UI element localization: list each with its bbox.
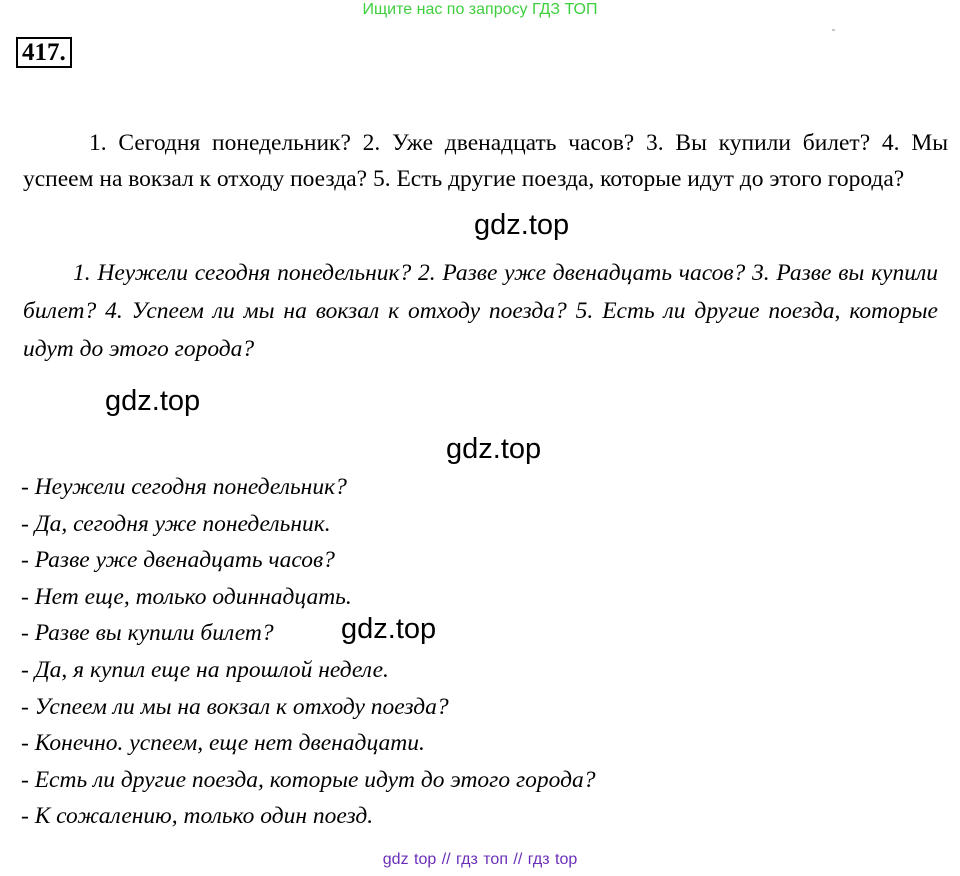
task-text: 1. Сегодня понедельник? 2. Уже двенадцать часов? 3. Вы купили билет? 4. Мы успеем на вокзал к отходу поезда? 5. Есть другие поезда, которые идут до этого города? [23,130,948,192]
task-number: 417. [16,37,72,68]
dialog-line: - Конечно. успеем, еще нет двенадцати. [21,730,425,757]
watermark: gdz.top [474,209,570,241]
watermark: gdz.top [105,385,201,417]
dialog-line: - Нет еще, только одиннадцать. [21,583,352,610]
watermark: gdz.top [446,433,542,465]
dialog-line: - Разве вы купили билет? [21,620,274,647]
site-banner: Ищите нас по запросу ГДЗ ТОП [362,1,598,18]
dialog-list [21,469,595,835]
footer-links: gdz top // гдз топ // гдз top [382,851,578,868]
dialog-line: - Да, сегодня уже понедельник. [21,510,331,537]
answer-text: 1. Неужели сегодня понедельник? 2. Разве уже двенадцать часов? 3. Разве вы купили билет? 4. Успеем ли мы на вокзал к отходу поезда? 5. Есть ли другие поезда, которые идут до этого города? [23,260,938,362]
watermark: gdz.top [341,613,437,645]
dialog-line: - Неужели сегодня понедельник? [21,474,347,500]
dialog-line: - Разве уже двенадцать часов? [21,547,335,574]
decorative-dot [832,29,835,31]
dialog-line: - Да, я купил еще на прошлой неделе. [21,656,389,683]
dialog-line: - Есть ли другие поезда, которые идут до этого города? [21,766,596,793]
dialog-line: - К сожалению, только один поезд. [21,803,374,830]
dialog-line: - Успеем ли мы на вокзал к отходу поезда? [21,693,449,720]
